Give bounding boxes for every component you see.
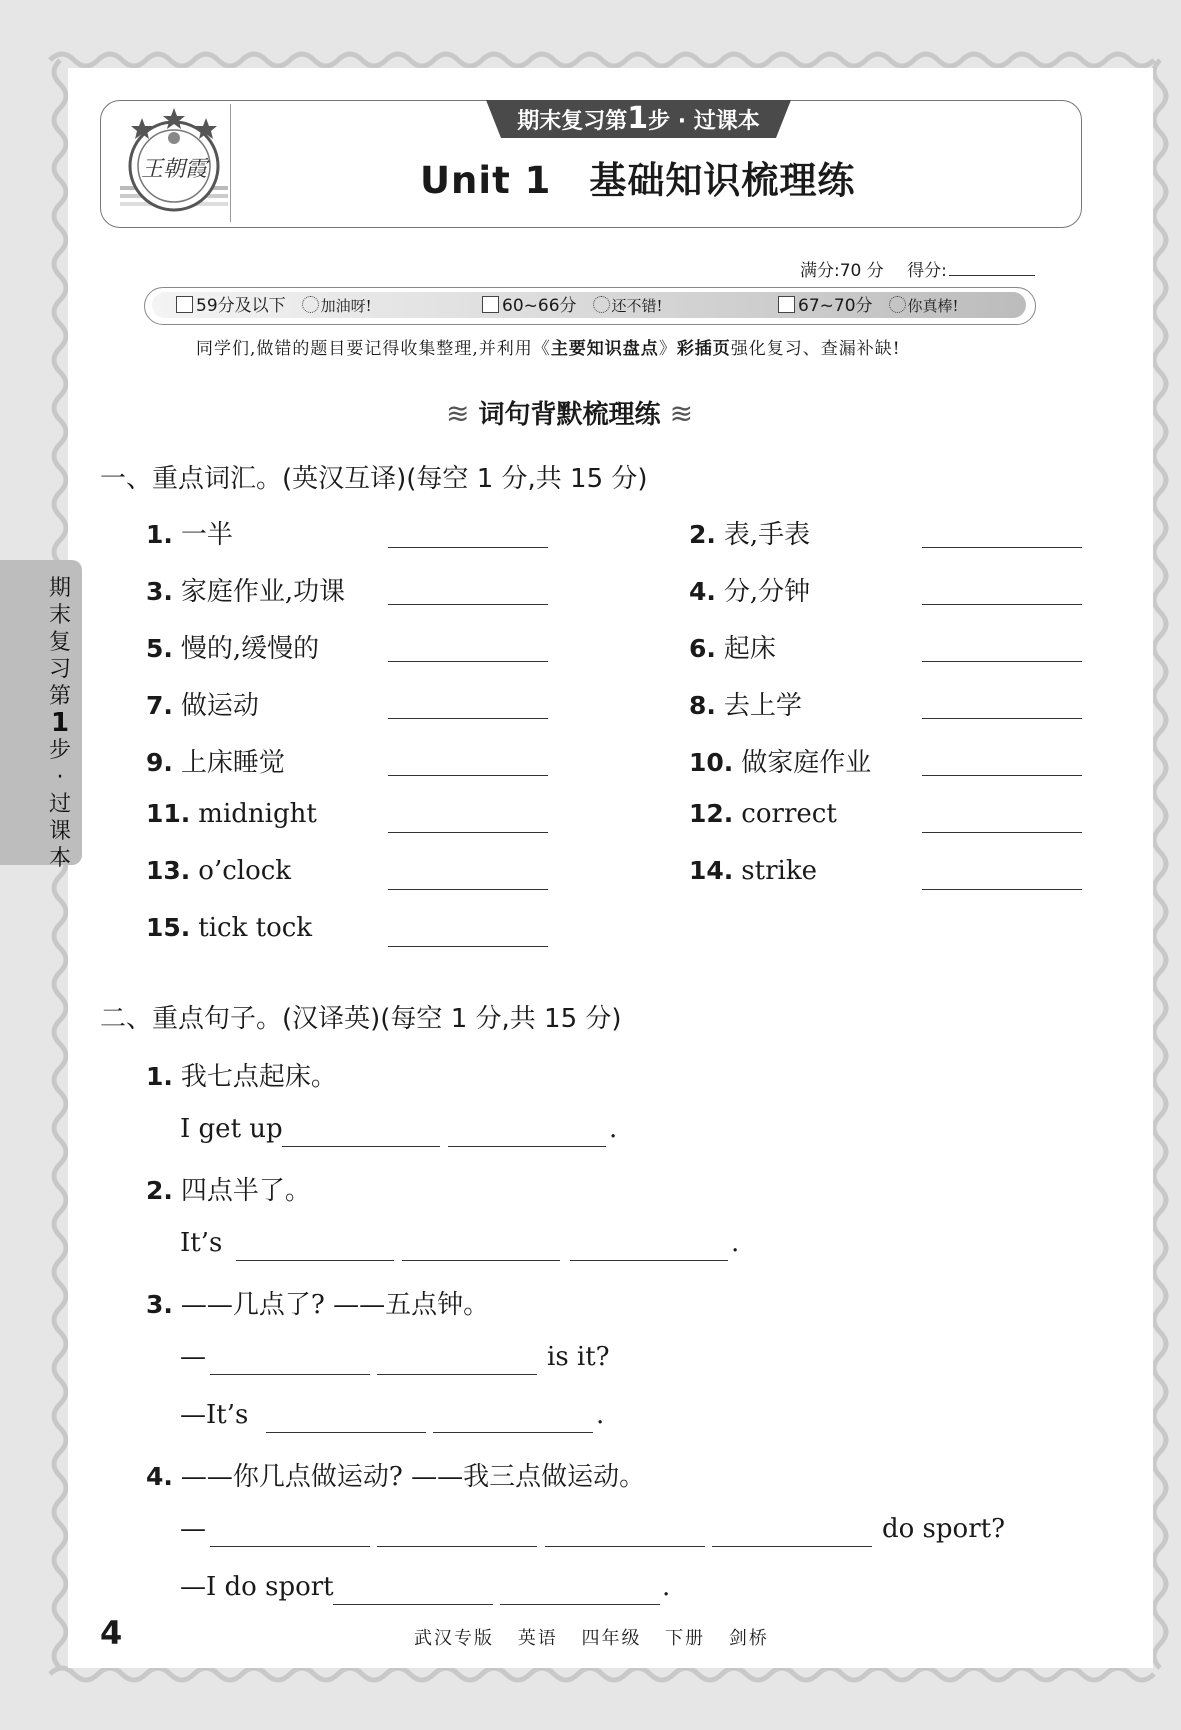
section-title <box>446 394 693 431</box>
side-num: 1 <box>50 708 70 738</box>
gauge-msg-2: 还不错! <box>611 297 663 315</box>
side-char: 本 <box>48 846 71 871</box>
vocab-text: 慢的,缓慢的 <box>180 634 320 664</box>
vocab-item <box>146 742 285 779</box>
sentence-q3 <box>146 1284 489 1321</box>
answer-q1 <box>180 1114 283 1144</box>
gauge-msg-1: 加油呀! <box>320 297 372 315</box>
vocab-item <box>146 514 233 551</box>
footer-info: 武汉专版 英语 四年级 下册 剑桥 <box>414 1628 769 1649</box>
vocab-text: 去上学 <box>723 691 802 721</box>
side-char: 期 <box>48 576 71 601</box>
sentence-q1 <box>146 1056 337 1093</box>
side-char: 过 <box>48 792 71 817</box>
banner-tail: 步 · 过课本 <box>648 109 760 134</box>
q-cn: ——几点了? ——五点钟。 <box>180 1290 490 1320</box>
vocab-item <box>689 856 817 886</box>
answer-blank[interactable] <box>402 1260 560 1261</box>
answer-prefix: —I do sport <box>180 1572 334 1602</box>
vocab-item <box>689 628 776 665</box>
side-char: · <box>56 765 64 790</box>
banner-text <box>486 100 791 138</box>
tip-bold2: 彩插页 <box>676 339 731 359</box>
gauge-seg-2 <box>482 293 663 319</box>
answer-blank[interactable] <box>377 1546 537 1547</box>
vocab-answer-blank[interactable] <box>388 604 548 605</box>
answer-prefix: It’s <box>180 1228 223 1258</box>
answer-blank[interactable] <box>236 1260 394 1261</box>
answer-blank[interactable] <box>282 1146 440 1147</box>
vocab-text: strike <box>741 856 817 886</box>
tip-bold1: 主要知识盘点 <box>550 339 659 359</box>
vocab-text: correct <box>741 799 837 829</box>
gauge-range-2: 60~66分 <box>502 296 577 316</box>
full-score-label: 满分:70 分 <box>800 261 884 281</box>
answer-prefix: — <box>180 1514 206 1544</box>
answer-end: . <box>731 1228 740 1258</box>
vocab-answer-blank[interactable] <box>922 604 1082 605</box>
checkbox-60-66[interactable] <box>482 296 499 313</box>
publisher-logo <box>120 104 228 222</box>
vocab-text: midnight <box>198 799 317 829</box>
q-cn: ——你几点做运动? ——我三点做运动。 <box>180 1462 646 1492</box>
side-char: 复 <box>48 630 71 655</box>
side-char: 末 <box>48 603 71 628</box>
vocab-item <box>146 685 259 722</box>
logo-divider <box>230 104 231 222</box>
answer-prefix: I get up <box>180 1114 283 1144</box>
vocab-num: 14. <box>689 856 734 885</box>
answer-end: . <box>609 1114 618 1144</box>
vocab-answer-blank[interactable] <box>922 661 1082 662</box>
gauge-msg-3: 你真棒! <box>907 297 959 315</box>
vocab-num: 2. <box>689 520 716 549</box>
vocab-num: 9. <box>146 748 173 777</box>
vocab-num: 12. <box>689 799 734 828</box>
vocab-answer-blank[interactable] <box>388 946 548 947</box>
score-line <box>800 256 1035 281</box>
tip-mid: 》 <box>658 339 677 359</box>
gauge-seg-3 <box>778 293 959 319</box>
vocab-answer-blank[interactable] <box>922 889 1082 890</box>
page-title <box>420 150 960 204</box>
part1-heading: 一、重点词汇。(英汉互译)(每空 1 分,共 15 分) <box>100 464 648 494</box>
vocab-text: 上床睡觉 <box>180 748 285 778</box>
section-title-text: 词句背默梳理练 <box>478 400 661 430</box>
answer-blank[interactable] <box>210 1374 370 1375</box>
answer-blank[interactable] <box>266 1432 426 1433</box>
vocab-text: 做运动 <box>180 691 259 721</box>
vocab-answer-blank[interactable] <box>388 661 548 662</box>
vocab-num: 7. <box>146 691 173 720</box>
side-char: 习 <box>48 657 71 682</box>
answer-blank[interactable] <box>500 1604 660 1605</box>
vocab-item <box>689 799 837 829</box>
score-blank[interactable] <box>949 275 1035 276</box>
vocab-answer-blank[interactable] <box>388 889 548 890</box>
vocab-text: 表,手表 <box>723 520 811 550</box>
q-num: 3. <box>146 1290 173 1319</box>
answer-blank[interactable] <box>448 1146 606 1147</box>
vocab-num: 13. <box>146 856 191 885</box>
vocab-text: 一半 <box>180 520 233 550</box>
smile-face-icon <box>302 296 319 313</box>
svg-text:王朝霞: 王朝霞 <box>140 157 208 182</box>
answer-blank[interactable] <box>545 1546 705 1547</box>
banner-main: 期末复习第 <box>517 109 628 134</box>
vocab-item <box>146 628 319 665</box>
answer-blank[interactable] <box>377 1374 537 1375</box>
sentence-q2 <box>146 1170 311 1207</box>
vocab-item <box>689 742 871 779</box>
side-char: 第 <box>48 684 71 709</box>
answer-blank[interactable] <box>712 1546 872 1547</box>
unit-label: Unit 1 <box>420 159 552 202</box>
vocab-item <box>146 856 291 886</box>
vocab-num: 1. <box>146 520 173 549</box>
tip-post: 强化复习、查漏补缺! <box>730 339 901 359</box>
part2-heading: 二、重点句子。(汉译英)(每空 1 分,共 15 分) <box>100 1004 622 1034</box>
vocab-text: 做家庭作业 <box>741 748 872 778</box>
answer-blank[interactable] <box>570 1260 728 1261</box>
vocab-item <box>146 571 345 608</box>
vocab-answer-blank[interactable] <box>388 718 548 719</box>
vocab-num: 3. <box>146 577 173 606</box>
q-cn: 我七点起床。 <box>180 1062 337 1092</box>
vocab-item <box>689 514 810 551</box>
answer-blank[interactable] <box>210 1546 370 1547</box>
vocab-text: 家庭作业,功课 <box>180 577 346 607</box>
vocab-answer-blank[interactable] <box>922 775 1082 776</box>
tip-text <box>196 334 901 359</box>
q-num: 2. <box>146 1176 173 1205</box>
smile-face-icon <box>889 296 906 313</box>
vocab-text: tick tock <box>198 913 313 943</box>
vocab-answer-blank[interactable] <box>922 832 1082 833</box>
vocab-answer-blank[interactable] <box>388 775 548 776</box>
vocab-item <box>146 799 317 829</box>
q-num: 1. <box>146 1062 173 1091</box>
vocab-item <box>689 685 802 722</box>
gauge-seg-1 <box>176 293 372 319</box>
checkbox-59[interactable] <box>176 296 193 313</box>
vocab-answer-blank[interactable] <box>388 547 548 548</box>
answer-blank[interactable] <box>333 1604 493 1605</box>
vocab-num: 10. <box>689 748 734 777</box>
answer-blank[interactable] <box>433 1432 593 1433</box>
vocab-answer-blank[interactable] <box>922 547 1082 548</box>
tip-pre: 同学们,做错的题目要记得收集整理,并利用《 <box>196 339 551 359</box>
answer-suffix: do sport? <box>882 1514 1006 1544</box>
vocab-num: 4. <box>689 577 716 606</box>
checkbox-67-70[interactable] <box>778 296 795 313</box>
vocab-answer-blank[interactable] <box>388 832 548 833</box>
vocab-text: o’clock <box>198 856 292 886</box>
banner-num: 1 <box>627 101 649 136</box>
answer-prefix: — <box>180 1342 206 1372</box>
vocab-item <box>689 571 810 608</box>
vocab-item <box>146 913 312 943</box>
vocab-num: 8. <box>689 691 716 720</box>
gauge-range-1: 59分及以下 <box>196 296 286 316</box>
q-num: 4. <box>146 1462 173 1491</box>
wave-icon: ≋ <box>446 397 470 430</box>
title-text: 基础知识梳理练 <box>589 159 856 202</box>
answer-prefix: —It’s <box>180 1400 249 1430</box>
answer-end: . <box>662 1572 671 1602</box>
page-number: 4 <box>100 1614 123 1652</box>
wave-icon: ≋ <box>669 397 694 430</box>
vocab-text: 起床 <box>723 634 776 664</box>
side-char: 步 <box>48 738 71 763</box>
side-char: 课 <box>48 819 71 844</box>
gauge-range-3: 67~70分 <box>798 296 873 316</box>
vocab-answer-blank[interactable] <box>922 718 1082 719</box>
side-tab-text <box>45 575 75 872</box>
sentence-q4 <box>146 1456 645 1493</box>
vocab-num: 15. <box>146 913 191 942</box>
got-score-label: 得分: <box>907 261 947 281</box>
vocab-num: 5. <box>146 634 173 663</box>
vocab-num: 11. <box>146 799 191 828</box>
answer-suffix: is it? <box>547 1342 610 1372</box>
vocab-num: 6. <box>689 634 716 663</box>
vocab-text: 分,分钟 <box>723 577 811 607</box>
answer-end: . <box>596 1400 605 1430</box>
q-cn: 四点半了。 <box>180 1176 311 1206</box>
smile-face-icon <box>593 296 610 313</box>
